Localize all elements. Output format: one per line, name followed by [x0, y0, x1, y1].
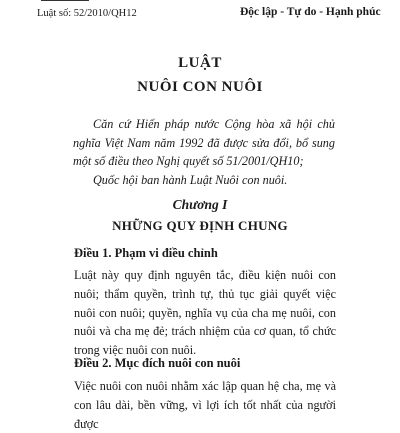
article-2-body [74, 377, 336, 433]
chapter-title: NHỮNG QUY ĐỊNH CHUNG [112, 218, 288, 233]
header-rule [41, 0, 89, 1]
article-1-title: Điều 1. Phạm vi điều chỉnh [74, 246, 218, 260]
article-paragraph: Luật này quy định nguyên tắc, điều kiện nuôi con nuôi; thẩm quyền, trình tự, thủ tục giải quyết việc nuôi con nuôi; quyền, nghĩa vụ của cha mẹ nuôi, con nuôi và cha mẹ đẻ; trách nhiệm của cơ quan, tổ chức trong việc nuôi con nuôi. [74, 268, 336, 358]
national-motto: Độc lập - Tự do - Hạnh phúc [240, 6, 381, 18]
article-paragraph: Việc nuôi con nuôi nhằm xác lập quan hệ cha, mẹ và con lâu dài, bền vững, vì lợi ích tốt nhất của người được [74, 379, 336, 431]
law-title: NUÔI CON NUÔI [137, 79, 263, 95]
article-1-body [74, 266, 336, 360]
chapter-label: Chương I [172, 197, 228, 212]
preamble-paragraph: Căn cứ Hiến pháp nước Cộng hòa xã hội chủ nghĩa Việt Nam năm 1992 đã được sửa đổi, bổ sung một số điều theo Nghị quyết số 51/2001/QH10; [73, 117, 335, 168]
article-2-title: Điều 2. Mục đích nuôi con nuôi [74, 356, 241, 370]
preamble-paragraph: Quốc hội ban hành Luật Nuôi con nuôi. [93, 172, 288, 187]
law-number: Luật số: 52/2010/QH12 [37, 8, 137, 19]
law-label: LUẬT [178, 55, 222, 71]
preamble [73, 115, 335, 189]
